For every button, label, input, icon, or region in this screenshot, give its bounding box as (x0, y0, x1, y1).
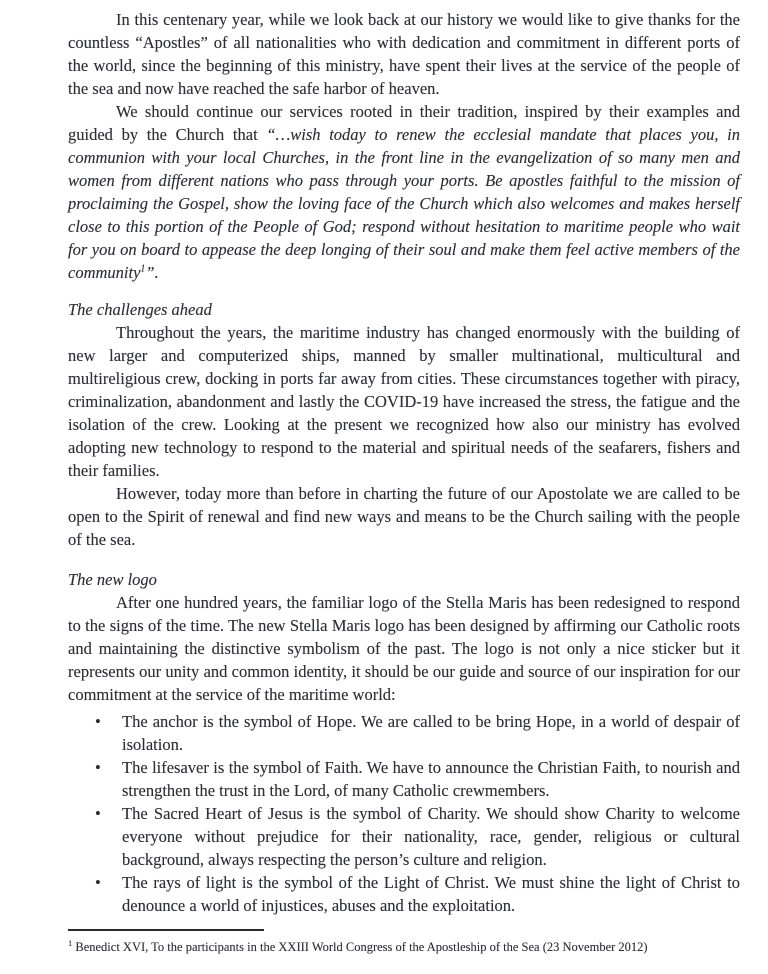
heading-new-logo: The new logo (68, 570, 157, 589)
list-item-anchor-hope (68, 710, 740, 756)
footnote-divider (68, 929, 264, 931)
church-quote-italic: “…wish today to renew the ecclesial mandate that places you, in communion with your local Churches, in the front line in the evangelization of so many men and women from different nations who pass through your ports. Be apostles faithful to the mission of proclaiming the Gospel, show the loving face of the Church which also welcomes and makes herself close to this portion of the People of God; respond without hesitation to maritime people who wait for you on board to appease the deep longing of their soul and make them feel active members of the community (68, 125, 740, 282)
church-quote-close: ”. (145, 263, 159, 282)
footnote-marker: 1 (68, 937, 73, 948)
paragraph-challenges: Throughout the years, the maritime industry has changed enormously with the building of new larger and computerized ships, manned by smaller multinational, multicultural and multireligious crew, docking in ports far away from cities. These circumstances together with piracy, criminalization, abandonment and lastly the COVID-19 have increased the stress, the fatigue and the isolation of the crew. Looking at the present we recognized how also our ministry has evolved adopting new technology to respond to the material and spiritual needs of the seafarers, fishers and their families. (68, 323, 740, 480)
paragraph-services-intro: We should continue our services rooted in their tradition, inspired by their examples and guided by the Church that (68, 102, 740, 144)
footnote-citation: Benedict XVI, To the participants in the XXIII World Congress of the Apostleship of the Sea (23 November 2012) (75, 940, 648, 954)
list-item-lifesaver-faith (68, 756, 740, 802)
paragraph-services-quote (68, 100, 740, 284)
list-item-text: The lifesaver is the symbol of Faith. We have to announce the Christian Faith, to nourish and strengthen the trust in the Lord, of many Catholic crewmembers. (122, 758, 740, 800)
footnote-reference-marker: 1 (140, 263, 146, 275)
paragraph-centenary: In this centenary year, while we look back at our history we would like to give thanks for the countless “Apostles” of all nationalities who with dedication and commitment in different ports of the world, since the beginning of this ministry, have spent their lives at the service of the people of the sea and now have reached the safe harbor of heaven. (68, 10, 740, 98)
logo-symbols-list (68, 710, 740, 917)
list-item-text: The Sacred Heart of Jesus is the symbol of Charity. We should show Charity to welcome everyone without prejudice for their nationality, race, gender, religious or cultural background, always respecting the person’s culture and religion. (122, 804, 740, 869)
heading-challenges-ahead: The challenges ahead (68, 300, 212, 319)
paragraph-new-logo: After one hundred years, the familiar logo of the Stella Maris has been redesigned to respond to the signs of the time. The new Stella Maris logo has been designed by affirming our Catholic roots and maintaining the distinctive symbolism of the past. The logo is not only a nice sticker but it represents our unity and common identity, it should be our guide and source of our inspiration for our commitment at the service of the maritime world: (68, 593, 740, 704)
footnote (68, 939, 740, 955)
list-item-text: The rays of light is the symbol of the Light of Christ. We must shine the light of Christ to denounce a world of injustices, abuses and the exploitation. (122, 873, 740, 915)
list-item-text: The anchor is the symbol of Hope. We are called to be bring Hope, in a world of despair of isolation. (122, 712, 740, 754)
footnote-block (68, 929, 740, 955)
paragraph-however: However, today more than before in charting the future of our Apostolate we are called to be open to the Spirit of renewal and find new ways and means to be the Church sailing with the people of the sea. (68, 484, 740, 549)
list-item-sacred-heart-charity (68, 802, 740, 871)
list-item-rays-light-christ (68, 871, 740, 917)
